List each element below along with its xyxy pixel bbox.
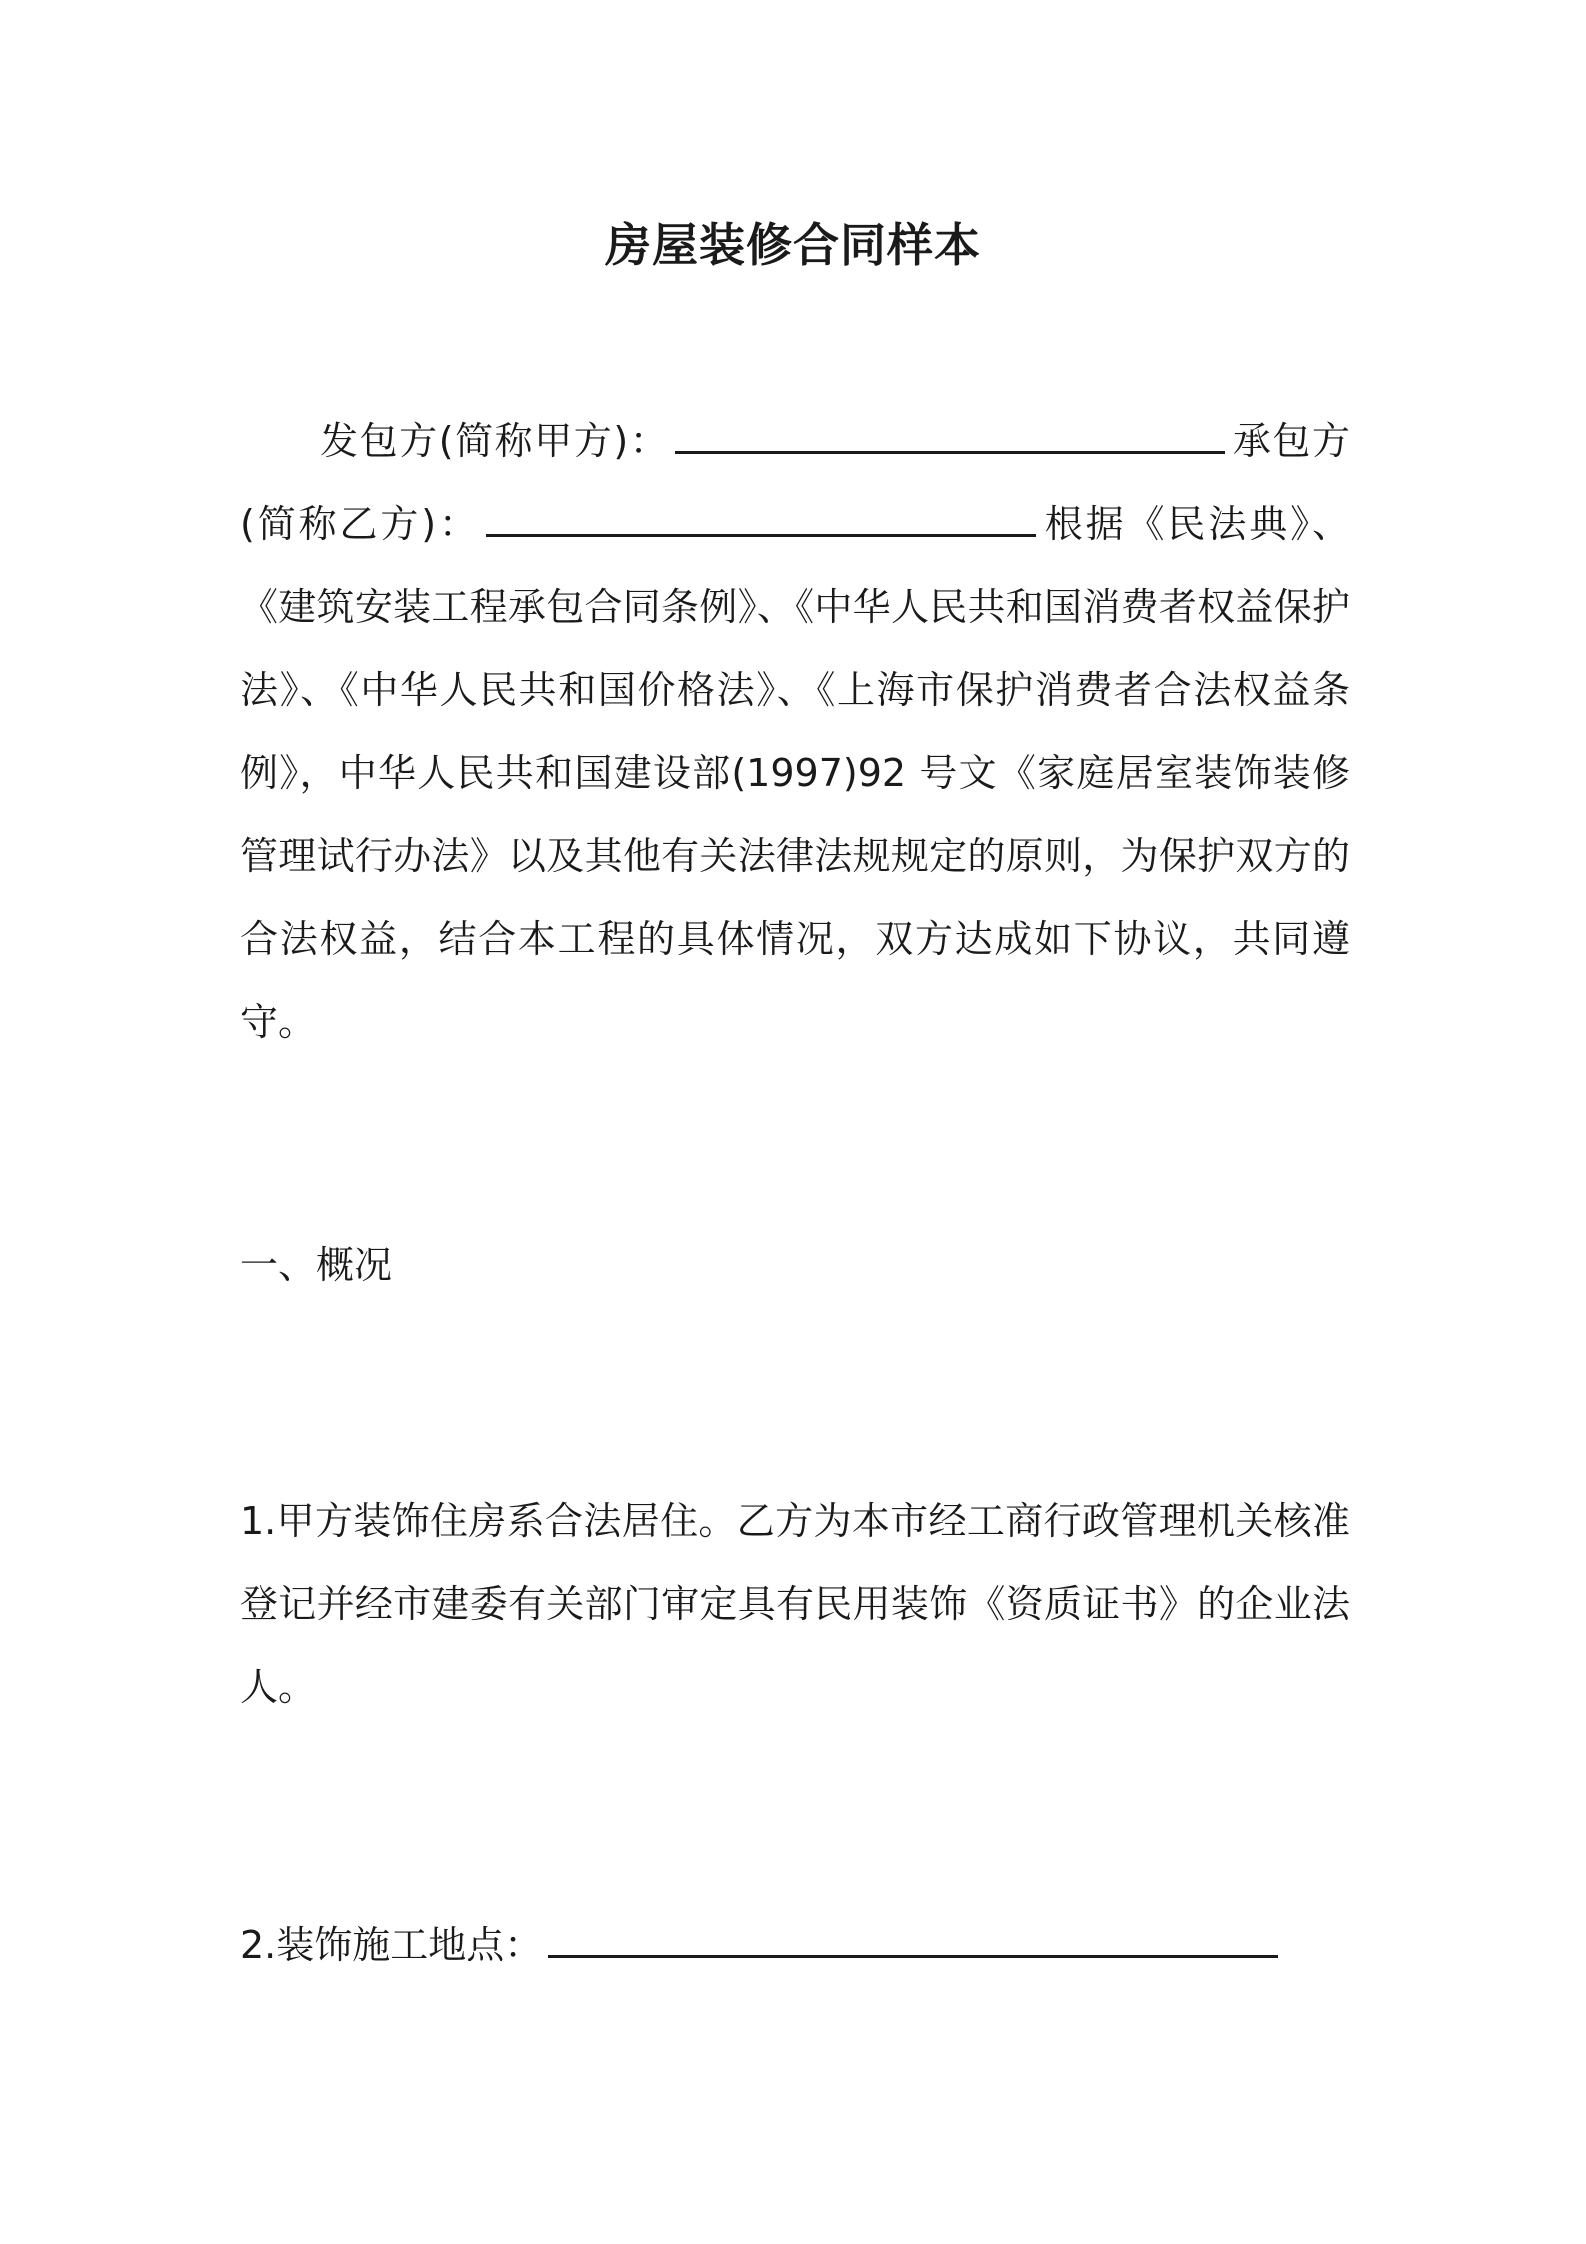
party-a-label: 发包方(简称甲方)： (320, 419, 670, 463)
party-a-blank-line[interactable] (675, 417, 1225, 454)
party-b-label: 承包方(简称乙方)： (240, 419, 1350, 546)
intro-paragraph (240, 400, 1350, 1064)
party-b-blank-line[interactable] (486, 500, 1036, 537)
clause-2 (240, 1915, 1350, 1975)
clause-1-text: 1.甲方装饰住房系合法居住。乙方为本市经工商行政管理机关核准登记并经市建委有关部门审定具有民用装饰《资质证书》的企业法人。 (240, 1499, 1350, 1709)
clause-2-label: 2.装饰施工地点： (240, 1923, 543, 1967)
intro-body-text: 根据《民法典》、《建筑安装工程承包合同条例》、《中华人民共和国消费者权益保护法》、《中华人民共和国价格法》、《上海市保护消费者合法权益条例》，中华人民共和国建设部(1997)92 号文《家庭居室装饰装修管理试行办法》以及其他有关法律法规规定的原则，为保护双方的合法权益，结合本工程的具体情况，双方达成如下协议，共同遵守。 (240, 502, 1350, 1044)
section-heading-overview: 一、概况 (240, 1243, 393, 1287)
document-title: 房屋装修合同样本 (605, 218, 981, 272)
construction-site-blank-line[interactable] (548, 1921, 1278, 1958)
